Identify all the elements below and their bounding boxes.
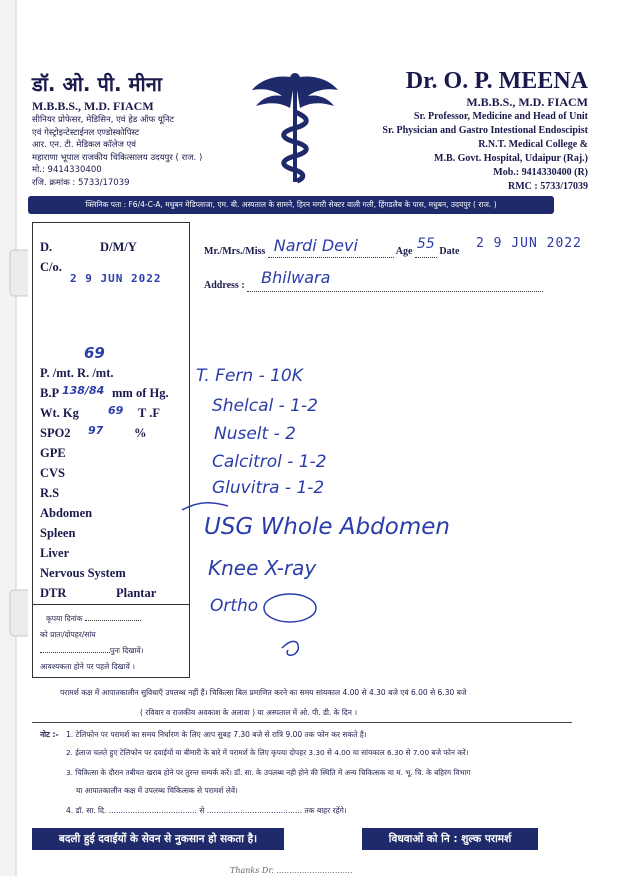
patient-name-row <box>204 236 460 258</box>
handwriting-strokes <box>180 480 340 680</box>
rx-line-7: Knee X-ray <box>208 556 317 580</box>
english-registration: RMC : 5733/17039 <box>508 181 588 192</box>
emergency-notice-1: परामर्श कक्ष में आपातकालीन सुविधाएँ उपलब्ध नहीं हैं। चिकित्सा बिल प्रमाणित करने का समय सांयकाल 4.00 से 4.30 बजे एवं 6.00 से 6.30 बजे <box>60 688 467 697</box>
date-label: D. <box>40 240 53 254</box>
note-2: 2. ईलाज चलते हुए टेलिफोन पर दवाईयों या बीमारी के बारे में परामर्श के लिए कृपया दोपहर 3.30 से 4.00 या सांयकाल 6.30 से 7.00 बजे फोन करें। <box>66 748 469 757</box>
followup-early-label: आवश्यकता होने पर पहले दिखावें । <box>40 662 136 671</box>
note-3a: 3. चिकित्सा के दौरान तबीयत खराब होने पर तुरन्त सम्पर्क करें। डॉ. सा. के उपलब्ध नही होने की स्थिति में अन्य चिकित्सक या म. भू. चि. के बहिरंग विभाग <box>66 768 471 777</box>
hindi-line: आर. एन. टी. मेडिकल कॉलेज एवं <box>32 140 137 150</box>
rx-line-6: USG Whole Abdomen <box>204 514 450 540</box>
pulse-label: P. /mt. R. /mt. <box>40 366 114 380</box>
doctor-degree: M.B.B.S., M.D. FIACM <box>466 95 588 109</box>
english-mobile: Mob.: 9414330400 (R) <box>493 167 588 178</box>
address-row <box>204 268 543 292</box>
rx-line-3: Nuselt - 2 <box>214 424 296 444</box>
exam-liver: Liver <box>40 546 70 560</box>
doctor-degree-hindi: M.B.B.S., M.D. FIACM <box>32 99 154 113</box>
followup-date-label: कृपया दिनांक <box>46 614 83 623</box>
patient-name-label: Mr./Mrs./Miss <box>204 246 266 257</box>
patient-name-value: Nardi Devi <box>273 236 358 255</box>
spo2-value: 97 <box>88 424 104 437</box>
plantar-label: Plantar <box>116 586 157 600</box>
address-label: Address : <box>204 280 245 291</box>
followup-time-label: को प्रातः/दोपहर/सांय <box>40 630 96 639</box>
english-line: M.B. Govt. Hospital, Udaipur (Raj.) <box>434 153 588 164</box>
date-stamp-left: 2 9 JUN 2022 <box>70 272 162 285</box>
exam-spleen: Spleen <box>40 526 76 540</box>
footer-thanks: Thanks Dr. .............................. <box>230 866 353 875</box>
emergency-notice-2: ( रविवार व राजकीय अवकाश के अलावा ) या अस्पताल में ओ. पी. डी. के दिन । <box>140 708 358 717</box>
hindi-line: सीनियर प्रोफेसर, मेडिसिन, एवं हेड ऑफ यूनिट <box>32 115 175 125</box>
weight-label: Wt. Kg <box>40 406 79 420</box>
note-label: नोट :- <box>40 730 59 739</box>
caduceus-icon <box>250 68 340 186</box>
bp-unit: mm of Hg. <box>112 386 169 400</box>
exam-rs: R.S <box>40 486 60 500</box>
doctor-name-hindi: डॉ. ओ. पी. मीना <box>32 72 162 96</box>
temperature-label: T .F <box>138 406 160 420</box>
dtr-label: DTR <box>40 586 67 600</box>
rx-line-4: Calcitrol - 1-2 <box>212 452 327 472</box>
english-line: Sr. Professor, Medicine and Head of Unit <box>413 111 588 122</box>
hindi-line: एवं गेस्ट्रोइन्टेस्टाईनल एण्डोस्कोपिस्ट <box>32 127 140 138</box>
spo2-label: SPO2 <box>40 426 71 440</box>
age-label: Age <box>395 246 413 257</box>
hindi-mobile: मो.: 9414330400 <box>32 165 102 175</box>
english-line: R.N.T. Medical College & <box>478 139 588 150</box>
note-3b: या आपातकालीन कक्ष में उपलब्ध चिकित्सक से परामर्श लेवें। <box>76 786 238 795</box>
exam-gpe: GPE <box>40 446 66 460</box>
hindi-registration: रजि. क्रमांक : 5733/17039 <box>32 177 130 188</box>
followup-revisit-label: पुनः दिखावें। <box>110 646 144 655</box>
age-value: 55 <box>416 236 435 252</box>
note-1: 1. टेलिफोन पर परामर्श का समय निर्धारण के लिए आप सुबह 7.30 बजे से रात्रि 9.00 तक फोन कर सकते है। <box>66 730 367 739</box>
pulse-value: 69 <box>84 344 105 362</box>
hindi-line: महाराणा भूपाल राजकीय चिकित्सालय उदयपुर ( राज. ) <box>32 152 203 163</box>
weight-value: 69 <box>108 404 124 417</box>
exam-nervous-system: Nervous System <box>40 566 126 580</box>
clinic-address-banner: क्लिनिक पता : F6/4-C-A, मधुबन मेडिप्लाजा, एम. बी. अस्पताल के सामने, हिरन मगरी सेक्टर वाली गली, हिंगडलैब के पास, मधुबन, उदयपुर ( राज. ) <box>28 196 554 214</box>
exam-abdomen: Abdomen <box>40 506 93 520</box>
bp-label: B.P <box>40 386 60 400</box>
date-format-label: D/M/Y <box>100 240 137 254</box>
rx-line-2: Shelcal - 1-2 <box>212 396 318 416</box>
care-of-label: C/o. <box>40 260 62 274</box>
divider <box>32 722 572 723</box>
header-english <box>382 68 588 194</box>
rx-line-8: Ortho <box>210 596 259 616</box>
binder-spine <box>0 0 28 876</box>
exam-cvs: CVS <box>40 466 66 480</box>
bp-value: 138/84 <box>62 384 105 397</box>
english-line: Sr. Physician and Gastro Intestional Endoscipist <box>382 125 588 136</box>
date-stamp-right: 2 9 JUN 2022 <box>476 236 582 251</box>
widow-consultation-badge: विधवाओं को नि : शुल्क परामर्श <box>362 828 538 850</box>
date-label-right: Date <box>439 246 460 257</box>
doctor-name: Dr. O. P. MEENA <box>405 68 588 94</box>
header-hindi <box>32 70 262 189</box>
note-4: 4. डॉ. सा. दि. ..................................... से ........................................ तक बाहर रहेंगे। <box>66 806 347 815</box>
rx-line-1: T. Fern - 10K <box>196 366 303 386</box>
rx-line-5: Gluvitra - 1-2 <box>212 478 325 498</box>
medicine-warning-badge: बदली हुई दवाईयों के सेवन से नुकसान हो सकता है। <box>32 828 284 850</box>
spo2-unit: % <box>134 426 147 440</box>
address-value: Bhilwara <box>261 268 331 287</box>
